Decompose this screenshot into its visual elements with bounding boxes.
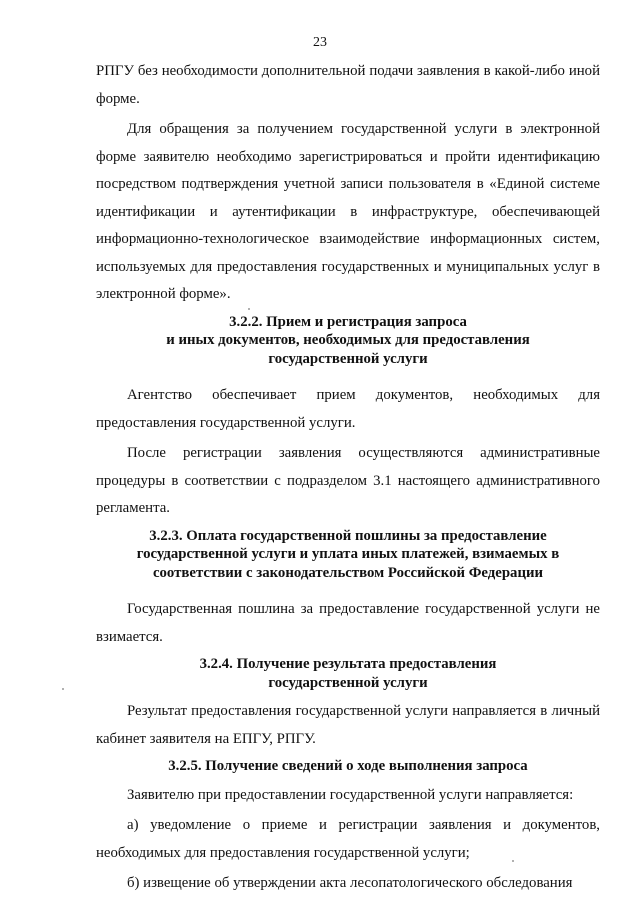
heading-line: 3.2.2. Прием и регистрация запроса: [229, 313, 467, 330]
heading-line: 3.2.5. Получение сведений о ходе выполнения запроса: [168, 758, 528, 774]
paragraph-applicant-notified: Заявителю при предоставлении государственной услуги направляется:: [127, 786, 574, 803]
paragraph-result-delivery: Результат предоставления государственной услуги направляется в личный кабинет заявителя на ЕПГУ, РПГУ.: [96, 703, 600, 747]
heading-line: и иных документов, необходимых для предоставления: [166, 332, 530, 348]
heading-line: государственной услуги: [268, 350, 428, 367]
heading-line: 3.2.4. Получение результата предоставления: [199, 656, 497, 672]
heading-line: соответствии с законодательством Российской Федерации: [152, 564, 544, 581]
paragraph-state-duty: Государственная пошлина за предоставление государственной услуги не взимается.: [96, 601, 600, 645]
page-number: 23: [313, 35, 327, 50]
paragraph-rpgu-continuation: РПГУ без необходимости дополнительной подачи заявления в какой-либо иной форме.: [96, 63, 600, 107]
section-heading-3-2-5: [96, 757, 600, 776]
scan-speck: [248, 308, 250, 310]
paragraph-agency-accepts: Агентство обеспечивает прием документов, необходимых для предоставления государственной услуги.: [96, 387, 600, 431]
list-item-a: а) уведомление о приеме и регистрации заявления и документов, необходимых для предоставления государственной услуги;: [96, 817, 600, 861]
section-heading-3-2-3: [96, 527, 600, 583]
section-heading-3-2-2: [96, 313, 600, 369]
paragraph-after-registration: После регистрации заявления осуществляются административные процедуры в соответствии с подразделом 3.1 настоящего административного регламента.: [96, 445, 600, 516]
document-body: [96, 58, 600, 898]
heading-line: 3.2.3. Оплата государственной пошлины за предоставление: [149, 527, 547, 544]
heading-line: государственной услуги: [268, 674, 428, 691]
scan-speck: [512, 860, 514, 862]
heading-line: государственной услуги и уплата иных платежей, взимаемых в: [136, 546, 560, 562]
scan-speck: [62, 688, 64, 690]
section-heading-3-2-4: [96, 655, 600, 692]
list-item-b: б) извещение об утверждении акта лесопатологического обследования: [127, 875, 573, 891]
paragraph-electronic-application: Для обращения за получением государственной услуги в электронной форме заявителю необходимо зарегистрироваться и пройти идентификацию посредством подтверждения учетной записи пользователя в «Единой системе идентификации и аутентификации в инфраструктуре, обеспечивающей информационно-технологическое взаимодействие информационных систем, используемых для предоставления государственных и муниципальных услуг в электронной форме».: [96, 121, 600, 302]
